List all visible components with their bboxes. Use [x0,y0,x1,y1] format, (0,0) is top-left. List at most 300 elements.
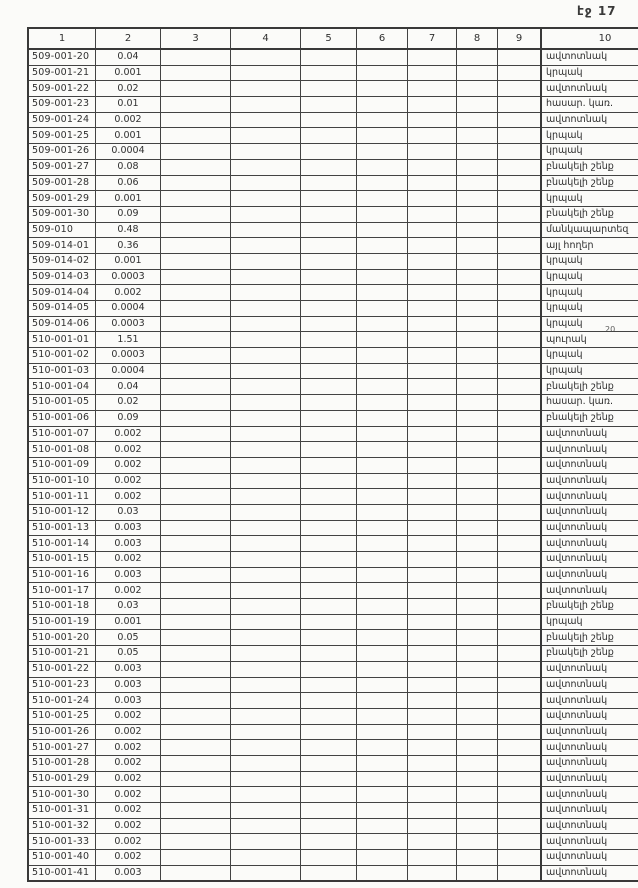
empty-cell [498,316,542,332]
empty-cell [161,379,231,395]
empty-cell [301,693,357,709]
parcel-code-cell: 510-001-08 [28,442,96,458]
empty-cell [457,332,498,348]
land-use-label-cell: ավտոտնակ [541,489,638,505]
empty-cell [498,473,542,489]
column-header-7: 7 [408,28,457,49]
empty-cell [301,269,357,285]
empty-cell [161,504,231,520]
empty-cell [357,724,408,740]
area-value-cell: 0.0004 [96,363,161,379]
area-value-cell: 0.002 [96,787,161,803]
empty-cell [457,599,498,615]
empty-cell [301,630,357,646]
empty-cell [357,363,408,379]
area-value-cell: 0.003 [96,693,161,709]
land-use-label-cell: կրպակ [541,348,638,364]
land-use-label-cell: ավտոտնակ [541,661,638,677]
empty-cell [408,301,457,317]
empty-cell [301,646,357,662]
land-use-label-cell: բնակելի շենք [541,206,638,222]
empty-cell [161,630,231,646]
parcel-code-cell: 509-001-30 [28,206,96,222]
empty-cell [161,316,231,332]
empty-cell [161,175,231,191]
area-value-cell: 0.002 [96,112,161,128]
area-value-cell: 0.09 [96,206,161,222]
area-value-cell: 0.001 [96,191,161,207]
area-value-cell: 0.002 [96,473,161,489]
empty-cell [457,755,498,771]
land-use-label-cell: կրպակ [541,191,638,207]
empty-cell [301,206,357,222]
empty-cell [301,395,357,411]
empty-cell [231,426,301,442]
empty-cell [161,457,231,473]
empty-cell [498,536,542,552]
land-use-label-cell: ավտոտնակ [541,740,638,756]
empty-cell [357,379,408,395]
area-value-cell: 0.002 [96,583,161,599]
empty-cell [357,410,408,426]
table-row [28,206,638,222]
parcel-code-cell: 510-001-05 [28,395,96,411]
empty-cell [457,112,498,128]
empty-cell [301,128,357,144]
empty-cell [498,614,542,630]
land-use-label-cell: այլ հողեր [541,238,638,254]
empty-cell [498,442,542,458]
empty-cell [357,693,408,709]
table-row [28,834,638,850]
parcel-code-cell: 510-001-41 [28,865,96,881]
empty-cell [357,65,408,81]
column-header-8: 8 [457,28,498,49]
empty-cell [498,191,542,207]
empty-cell [408,144,457,160]
empty-cell [301,787,357,803]
empty-cell [231,489,301,505]
area-value-cell: 0.002 [96,771,161,787]
empty-cell [301,112,357,128]
area-value-cell: 0.06 [96,175,161,191]
empty-cell [161,159,231,175]
empty-cell [498,677,542,693]
empty-cell [357,583,408,599]
empty-cell [161,646,231,662]
empty-cell [408,520,457,536]
empty-cell [457,128,498,144]
empty-cell [301,724,357,740]
area-value-cell: 0.002 [96,740,161,756]
empty-cell [408,661,457,677]
table-row [28,865,638,881]
empty-cell [457,552,498,568]
land-use-label-cell: ավտոտնակ [541,818,638,834]
column-header-4: 4 [231,28,301,49]
parcel-code-cell: 510-001-19 [28,614,96,630]
empty-cell [408,285,457,301]
land-use-label-cell: բնակելի շենք [541,599,638,615]
area-value-cell: 0.04 [96,379,161,395]
empty-cell [457,316,498,332]
parcel-code-cell: 510-001-07 [28,426,96,442]
parcel-code-cell: 510-001-16 [28,567,96,583]
empty-cell [408,583,457,599]
empty-cell [231,834,301,850]
empty-cell [498,112,542,128]
area-value-cell: 0.002 [96,457,161,473]
empty-cell [408,599,457,615]
empty-cell [498,144,542,160]
parcel-code-cell: 509-001-20 [28,49,96,65]
column-header-2: 2 [96,28,161,49]
area-value-cell: 0.0004 [96,301,161,317]
empty-cell [498,661,542,677]
table-row [28,489,638,505]
area-value-cell: 0.003 [96,567,161,583]
empty-cell [408,97,457,113]
empty-cell [231,253,301,269]
empty-cell [498,128,542,144]
empty-cell [498,175,542,191]
table-row [28,473,638,489]
empty-cell [408,206,457,222]
empty-cell [357,567,408,583]
land-use-label-cell: բնակելի շենք [541,630,638,646]
empty-cell [408,536,457,552]
empty-cell [457,818,498,834]
empty-cell [161,724,231,740]
empty-cell [357,128,408,144]
empty-cell [301,818,357,834]
empty-cell [498,410,542,426]
land-use-label-cell: ավտոտնակ [541,583,638,599]
empty-cell [301,708,357,724]
land-use-label-cell: ավտոտնակ [541,834,638,850]
empty-cell [408,771,457,787]
empty-cell [161,803,231,819]
land-use-label-cell: կրպակ [541,65,638,81]
empty-cell [457,489,498,505]
empty-cell [498,81,542,97]
empty-cell [498,740,542,756]
table-row [28,599,638,615]
table-row [28,285,638,301]
empty-cell [457,834,498,850]
land-use-label-cell: հասար. կառ. [541,97,638,113]
empty-cell [161,49,231,65]
table-row [28,238,638,254]
empty-cell [231,708,301,724]
empty-cell [357,520,408,536]
area-value-cell: 0.0003 [96,269,161,285]
empty-cell [457,191,498,207]
parcel-code-cell: 510-001-11 [28,489,96,505]
empty-cell [357,755,408,771]
parcel-code-cell: 509-014-03 [28,269,96,285]
empty-cell [498,332,542,348]
empty-cell [498,269,542,285]
empty-cell [498,599,542,615]
empty-cell [231,724,301,740]
area-value-cell: 0.002 [96,442,161,458]
empty-cell [357,457,408,473]
empty-cell [408,708,457,724]
empty-cell [408,740,457,756]
area-value-cell: 0.003 [96,520,161,536]
empty-cell [231,159,301,175]
table-row [28,536,638,552]
empty-cell [457,395,498,411]
empty-cell [231,332,301,348]
empty-cell [408,850,457,866]
parcel-code-cell: 509-001-22 [28,81,96,97]
area-value-cell: 0.002 [96,850,161,866]
empty-cell [457,693,498,709]
empty-cell [301,536,357,552]
empty-cell [357,253,408,269]
empty-cell [231,693,301,709]
empty-cell [301,348,357,364]
empty-cell [301,301,357,317]
empty-cell [161,238,231,254]
empty-cell [498,803,542,819]
table-row [28,128,638,144]
table-row [28,112,638,128]
land-use-label-cell: կրպակ [541,316,638,332]
empty-cell [301,755,357,771]
empty-cell [498,253,542,269]
empty-cell [498,818,542,834]
empty-cell [161,552,231,568]
empty-cell [161,112,231,128]
empty-cell [161,97,231,113]
empty-cell [408,395,457,411]
empty-cell [161,332,231,348]
table-header [28,28,638,49]
parcel-code-cell: 510-001-06 [28,410,96,426]
empty-cell [457,787,498,803]
empty-cell [498,771,542,787]
empty-cell [357,285,408,301]
empty-cell [301,803,357,819]
table-row [28,191,638,207]
margin-note: 20 [605,325,616,334]
table-row [28,457,638,473]
empty-cell [231,128,301,144]
parcel-code-cell: 510-001-33 [28,834,96,850]
table-row [28,144,638,160]
table-row [28,65,638,81]
parcel-code-cell: 510-001-32 [28,818,96,834]
empty-cell [161,818,231,834]
empty-cell [357,426,408,442]
empty-cell [457,850,498,866]
area-value-cell: 0.001 [96,614,161,630]
table-row [28,253,638,269]
empty-cell [408,112,457,128]
empty-cell [457,65,498,81]
column-header-6: 6 [357,28,408,49]
land-use-label-cell: ավտոտնակ [541,677,638,693]
area-value-cell: 0.003 [96,661,161,677]
area-value-cell: 0.36 [96,238,161,254]
area-value-cell: 0.002 [96,724,161,740]
land-use-label-cell: հասար. կառ. [541,395,638,411]
empty-cell [457,520,498,536]
empty-cell [161,269,231,285]
empty-cell [357,159,408,175]
parcel-code-cell: 509-001-27 [28,159,96,175]
empty-cell [231,316,301,332]
parcel-code-cell: 510-001-10 [28,473,96,489]
empty-cell [357,818,408,834]
parcel-code-cell: 510-001-24 [28,693,96,709]
land-use-label-cell: ավտոտնակ [541,693,638,709]
parcel-code-cell: 510-001-01 [28,332,96,348]
parcel-code-cell: 510-001-28 [28,755,96,771]
empty-cell [457,724,498,740]
empty-cell [357,144,408,160]
parcel-code-cell: 510-001-20 [28,630,96,646]
table-row [28,677,638,693]
empty-cell [161,395,231,411]
empty-cell [498,222,542,238]
area-value-cell: 0.002 [96,708,161,724]
empty-cell [408,567,457,583]
empty-cell [408,316,457,332]
empty-cell [161,520,231,536]
parcel-code-cell: 510-001-40 [28,850,96,866]
parcel-code-cell: 509-014-02 [28,253,96,269]
area-value-cell: 0.04 [96,49,161,65]
empty-cell [408,65,457,81]
empty-cell [408,504,457,520]
empty-cell [357,630,408,646]
empty-cell [457,222,498,238]
empty-cell [498,504,542,520]
empty-cell [301,159,357,175]
table-row [28,755,638,771]
empty-cell [231,49,301,65]
empty-cell [408,426,457,442]
page-number-label: էջ 17 [577,4,617,18]
empty-cell [498,285,542,301]
empty-cell [231,536,301,552]
area-value-cell: 0.02 [96,81,161,97]
empty-cell [231,504,301,520]
empty-cell [161,65,231,81]
empty-cell [301,457,357,473]
empty-cell [161,301,231,317]
empty-cell [231,661,301,677]
empty-cell [357,97,408,113]
empty-cell [357,442,408,458]
empty-cell [498,238,542,254]
empty-cell [301,332,357,348]
area-value-cell: 0.03 [96,504,161,520]
empty-cell [231,865,301,881]
table-header-row [28,28,638,49]
empty-cell [231,269,301,285]
empty-cell [457,238,498,254]
land-use-label-cell: ավտոտնակ [541,787,638,803]
empty-cell [498,426,542,442]
empty-cell [161,755,231,771]
empty-cell [231,457,301,473]
table-row [28,159,638,175]
empty-cell [161,614,231,630]
empty-cell [357,238,408,254]
empty-cell [498,363,542,379]
empty-cell [408,865,457,881]
empty-cell [498,755,542,771]
table-row [28,771,638,787]
empty-cell [301,771,357,787]
empty-cell [408,128,457,144]
empty-cell [161,348,231,364]
empty-cell [301,175,357,191]
land-use-label-cell: կրպակ [541,269,638,285]
empty-cell [231,630,301,646]
area-value-cell: 0.002 [96,755,161,771]
land-use-label-cell: ավտոտնակ [541,865,638,881]
empty-cell [498,97,542,113]
empty-cell [301,442,357,458]
empty-cell [161,473,231,489]
area-value-cell: 0.02 [96,395,161,411]
empty-cell [231,206,301,222]
parcel-code-cell: 510-001-04 [28,379,96,395]
parcel-code-cell: 510-001-23 [28,677,96,693]
empty-cell [457,49,498,65]
empty-cell [231,755,301,771]
land-use-label-cell: ավտոտնակ [541,755,638,771]
empty-cell [357,787,408,803]
empty-cell [498,301,542,317]
empty-cell [231,175,301,191]
empty-cell [457,536,498,552]
land-use-label-cell: ավտոտնակ [541,457,638,473]
empty-cell [301,238,357,254]
empty-cell [301,552,357,568]
table-row [28,661,638,677]
empty-cell [457,771,498,787]
empty-cell [498,693,542,709]
empty-cell [231,803,301,819]
area-value-cell: 0.09 [96,410,161,426]
empty-cell [301,191,357,207]
land-use-label-cell: բնակելի շենք [541,175,638,191]
empty-cell [498,395,542,411]
empty-cell [161,81,231,97]
area-value-cell: 0.0003 [96,316,161,332]
parcel-code-cell: 510-001-29 [28,771,96,787]
table-row [28,175,638,191]
area-value-cell: 0.002 [96,552,161,568]
empty-cell [161,253,231,269]
parcel-code-cell: 509-014-04 [28,285,96,301]
empty-cell [457,661,498,677]
land-use-label-cell: կրպակ [541,285,638,301]
land-use-label-cell: ավտոտնակ [541,552,638,568]
empty-cell [457,348,498,364]
table-row [28,567,638,583]
empty-cell [357,599,408,615]
empty-cell [161,206,231,222]
area-value-cell: 0.001 [96,253,161,269]
